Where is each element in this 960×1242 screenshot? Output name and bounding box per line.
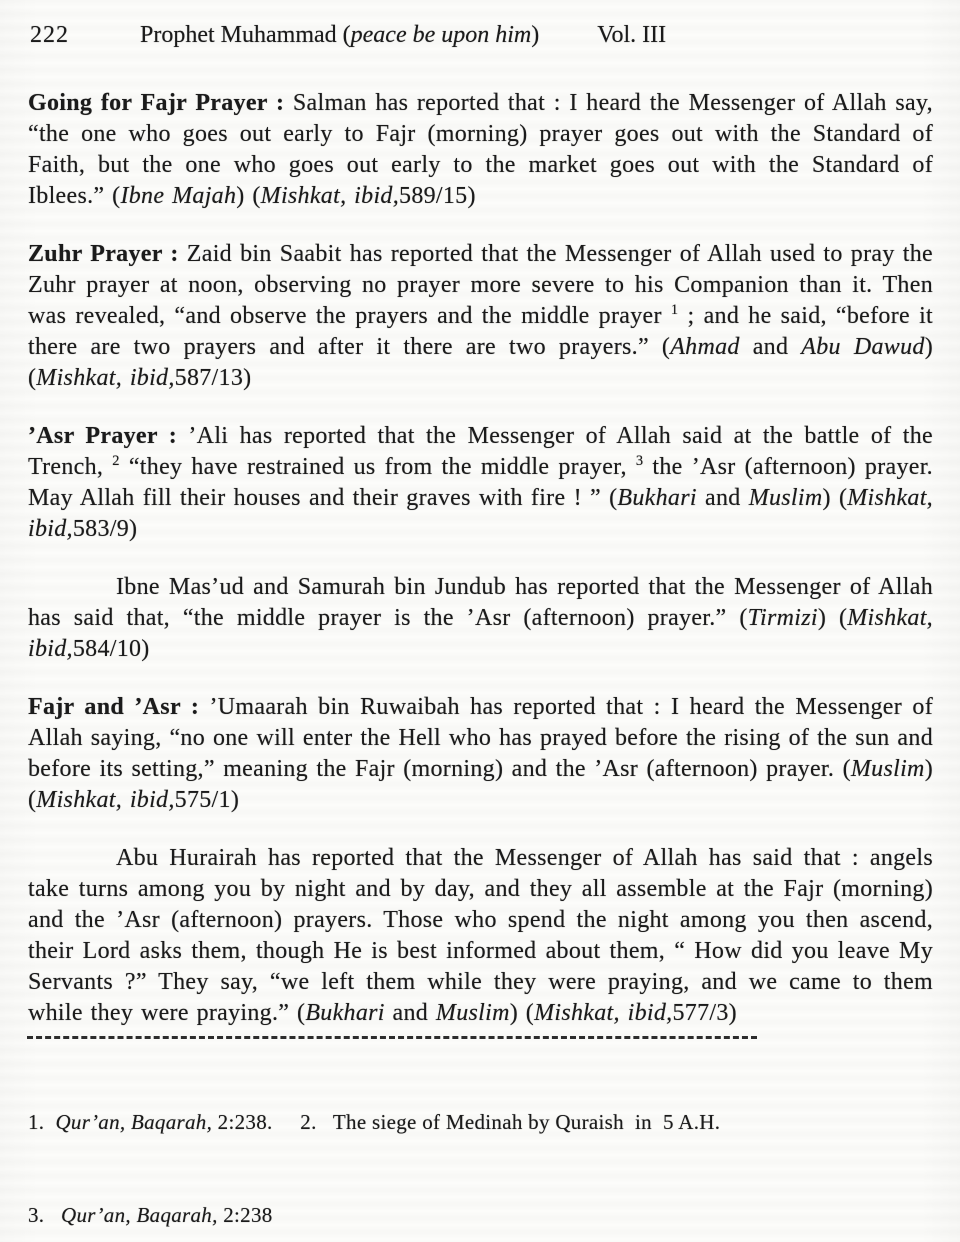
volume-label: Vol. III	[597, 22, 667, 48]
page-header	[0, 0, 960, 50]
paragraph-ibne-masud-report: Ibne Mas’ud and Samurah bin Jundub has reported that the Messenger of Allah has said that, “the middle prayer is the ’Asr (afternoon) prayer.” (Tirmizi) (Mishkat, ibid,584/10)	[28, 574, 933, 662]
book-title: Prophet Muhammad (peace be upon him)	[140, 22, 540, 48]
page-number: 222	[30, 22, 69, 48]
paragraph-zuhr-prayer: Zuhr Prayer : Zaid bin Saabit has reported that the Messenger of Allah used to pray the Zuhr prayer at noon, observing no prayer more severe to his Companion than it. Then was revealed, “and observe the prayers and the middle prayer $^1$ ; and he said, “before it there are two prayers and after it there are two prayers.” (Ahmad and Abu Dawud) (Mishkat, ibid,587/13)	[28, 241, 934, 391]
footnote-separator	[27, 1036, 757, 1039]
footnote-line-3: 3. Qur’an, Baqarah, 2:238	[28, 1203, 273, 1227]
footnote-line-1-2: 1. Qur’an, Baqarah, 2:238. 2. The siege of Medinah by Quraish in 5 A.H.	[28, 1110, 721, 1134]
paragraph-abu-hurairah-report: Abu Hurairah has reported that the Messenger of Allah has said that : angels take turns among you by night and by day, and they all assemble at the Fajr (morning) and the ’Asr (afternoon) prayers. Those who spend the night among you then ascend, their Lord asks them, though He is best informed about them, “ How did you leave My Servants ?” They say, “we left them while they were praying, and we came to them while they were praying.” (Bukhari and Muslim) (Mishkat, ibid,577/3)	[28, 845, 933, 1026]
page-body	[28, 88, 933, 1029]
paragraph-asr-prayer: ’Asr Prayer : ’Ali has reported that the Messenger of Allah said at the battle of the Trench, $^2$ “they have restrained us from the middle prayer, $^3$ the ’Asr (afternoon) prayer. May Allah fill their houses and their graves with fire ! ” (Bukhari and Muslim) (Mishkat, ibid,583/9)	[28, 423, 933, 542]
paragraph-going-for-fajr-prayer: Going for Fajr Prayer : Salman has reported that : I heard the Messenger of Allah say, “the one who goes out early to Fajr (morning) prayer goes out with the Standard of Faith, but the one who goes out early to the market goes out with the Standard of Iblees.” (Ibne Majah) (Mishkat, ibid,589/15)	[28, 90, 933, 209]
paragraph-fajr-and-asr: Fajr and ’Asr : ’Umaarah bin Ruwaibah has reported that : I heard the Messenger of Allah saying, “no one will enter the Hell who has prayed before the rising of the sun and before its setting,” meaning the Fajr (morning) and the ’Asr (afternoon) prayer. (Muslim) (Mishkat, ibid,575/1)	[28, 694, 933, 813]
footnotes	[28, 1045, 933, 1242]
